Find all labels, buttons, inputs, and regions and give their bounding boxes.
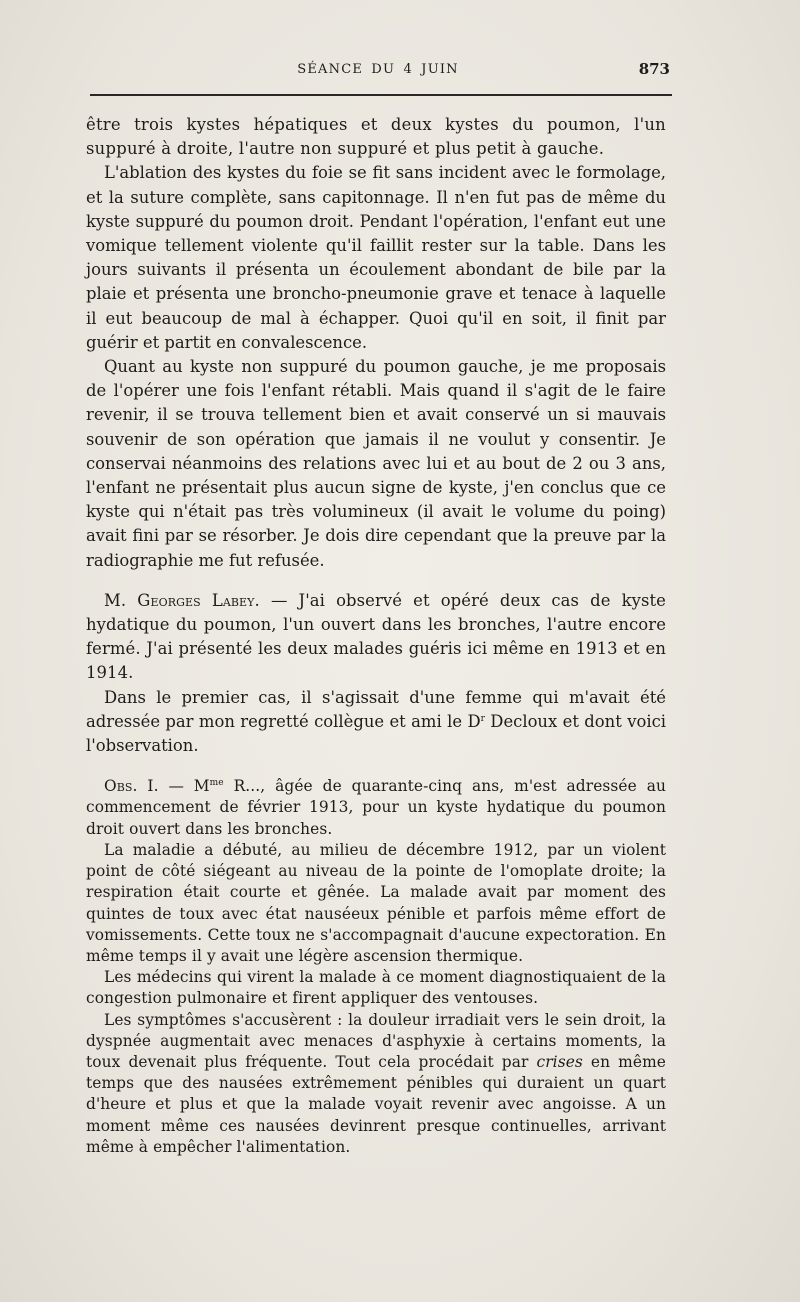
observation-diagnosis: Les médecins qui virent la malade à ce moment diagnostiquaient de la congestion pulmonaire et firent appliquer des ventouses. xyxy=(86,968,666,1008)
paragraph-labey xyxy=(86,589,666,686)
paragraph-ablation: L'ablation des kystes du foie se fit sans incident avec le formolage, et la suture complète, sans capitonnage. Il n'en fut pas de même du kyste suppuré du poumon droit. Pendant l'opération, l'enfant eut une vomique tellement violente qu'il faillit rester sur la table. Dans les jours suivants il présenta un écoulement abondant de bile par la plaie et présenta une broncho-pneumonie grave et tenace à laquelle il eut beaucoup de mal à échapper. Quoi qu'il en soit, il finit par guérir et partit en convalescence. xyxy=(86,163,666,352)
paragraph-left-cyst: Quant au kyste non suppuré du poumon gauche, je me proposais de l'opérer une fois l'enfant rétabli. Mais quand il s'agit de le faire revenir, il se trouva tellement bien et avait conservé un si mauvais souvenir de son opération que jamais il ne voulut y consentir. Je conservai néanmoins des relations avec lui et au bout de 2 ou 3 ans, l'enfant ne présentait plus aucun signe de kyste, j'en conclus que ce kyste qui n'était pas très volumineux (il avait le volume du poing) avait fini par se résorber. Je dois dire cependant que la preuve par la radiographie me fut refusée. xyxy=(86,357,666,570)
symptoms-text: Les symptômes s'accusèrent : la douleur irradiait vers le sein droit, la dyspnée augmentait avec menaces d'asphyxie à certains moments, la toux devenait plus fréquente. Tout cela procédait par xyxy=(86,1010,666,1071)
observation-onset: La maladie a débuté, au milieu de décembre 1912, par un violent point de côté siégeant au niveau de la pointe de l'omoplate droite; la respiration était courte et gênée. La malade avait par moment des quintes de toux avec état nauséeux pénible et parfois même effort de vomissements. Cette toux ne s'accompagnait d'aucune expectoration. En même temps il y avait une légère ascension thermique. xyxy=(86,840,666,965)
first-case-text: Dans le premier cas, il s'agissait d'une femme qui m'avait été adressée par mon regretté collègue et ami le D xyxy=(86,687,666,731)
running-title: SÉANCE DU 4 JUIN xyxy=(297,62,459,77)
first-case-text-end: Decloux et dont voici l'observation. xyxy=(86,711,666,756)
crises-emphasis: crises xyxy=(536,1052,583,1071)
header-rule xyxy=(90,94,672,96)
page-body xyxy=(86,113,666,1158)
speaker-name: M. Georges Labey. xyxy=(104,590,260,610)
symptoms-text-end: en même temps que des nausées extrêmement pénibles qui duraient un quart d'heure et plus et que la malade voyait revenir avec angoisse. A un moment même ces nausées devinrent presque continuelles, arrivant même à empêcher l'alimentation. xyxy=(86,1052,666,1156)
observation-intro xyxy=(86,776,666,840)
labey-text: — J'ai observé et opéré deux cas de kyste hydatique du poumon, l'un ouvert dans les bronches, l'autre encore fermé. J'ai présenté les deux malades guéris ici même en 1913 et en 1914. xyxy=(86,590,666,683)
doctor-superscript: r xyxy=(480,713,485,724)
page-header xyxy=(86,62,670,86)
title-superscript: me xyxy=(209,778,224,789)
paragraph-first-case xyxy=(86,686,666,759)
observation-section xyxy=(86,776,666,1158)
paragraph-continuation: être trois kystes hépatiques et deux kystes du poumon, l'un suppuré à droite, l'autre non suppuré et plus petit à gauche. xyxy=(86,115,666,159)
observation-label: Obs. xyxy=(104,777,138,796)
observation-number: I. — M xyxy=(137,777,210,796)
observation-symptoms xyxy=(86,1010,666,1158)
observation-intro-text: R..., âgée de quarante-cinq ans, m'est adressée au commencement de février 1913, pour un kyste hydatique du poumon droit ouvert dans les bronches. xyxy=(86,777,666,838)
page-number: 873 xyxy=(638,60,670,78)
